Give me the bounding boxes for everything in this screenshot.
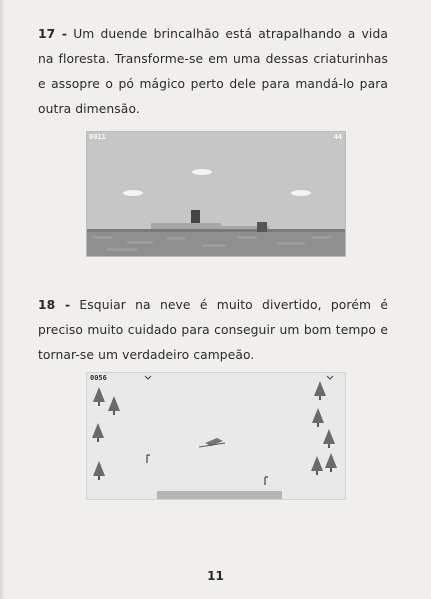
game-screenshot-17 — [86, 131, 346, 257]
platform — [151, 223, 221, 229]
paragraph-18 — [38, 293, 388, 368]
paragraph-17 — [38, 22, 388, 122]
cloud — [123, 190, 143, 196]
gnome-character — [257, 222, 267, 232]
page-number: 11 — [207, 569, 224, 583]
page-edge — [0, 0, 5, 599]
cloud — [192, 169, 212, 175]
item-number-18: 18 - — [38, 298, 71, 312]
ground-top — [87, 229, 345, 232]
gate-flag — [265, 477, 268, 485]
item-text-18: Esquiar na neve é muito divertido, porém é preciso muito cuidado para conseguir um bom tempo e tornar-se um verdadeiro campeão. — [38, 298, 388, 362]
section-17 — [38, 22, 388, 122]
item-number-17: 17 - — [38, 27, 68, 41]
marker — [145, 376, 151, 379]
gate-flag — [147, 455, 150, 463]
cloud — [291, 190, 311, 196]
elf-character — [191, 210, 200, 223]
ski-score: 0056 — [90, 374, 107, 382]
game-scene-17 — [87, 132, 345, 256]
game-screenshot-18 — [86, 372, 346, 500]
item-text-17: Um duende brincalhão está atrapalhando a vida na floresta. Transforme-se em uma dessas criaturinhas e assopre o pó mágico perto dele para mandá-lo para outra dimensão. — [38, 27, 388, 116]
score-left: 0011 — [89, 133, 106, 141]
score-right: 44 — [333, 133, 342, 141]
ground — [87, 229, 345, 256]
ski-scene — [87, 373, 345, 499]
section-18 — [38, 293, 388, 368]
ground-strip — [157, 491, 282, 499]
marker — [327, 376, 333, 379]
